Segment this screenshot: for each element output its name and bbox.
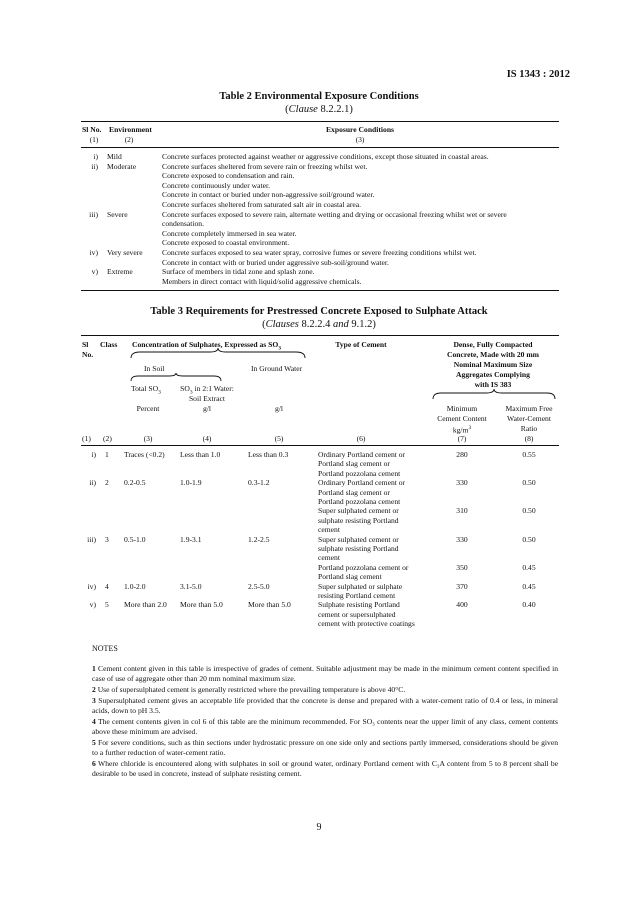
table2-colnum-3: (3) — [355, 135, 365, 144]
table3-cell-min-cement: 280 — [456, 450, 468, 459]
note-item: 6 Where chloride is encountered along with sulphates in soil or ground water, ordinary Portland cement with C₃A content from 5 to 8 percent shall be desirable to be used in concrete, instead of sulphate resisting cement. — [92, 759, 559, 778]
table3-colnum-8: (8) — [524, 434, 534, 443]
brace-concentration — [130, 347, 306, 359]
table3-cell-so3-water: Less than 1.0 — [180, 450, 221, 459]
table3-cell-total-so3: 1.0-2.0 — [124, 581, 146, 591]
table3-cell-class: 1 — [105, 450, 109, 459]
table3-cell-total-so3: 0.2-0.5 — [124, 478, 146, 488]
table3-cell-cement: Portland slag cement or — [318, 487, 390, 497]
table3-cell-cement: Portland pozzolana cement — [318, 497, 401, 506]
table2-header-rule — [81, 147, 559, 148]
table3-cell-wc-ratio: 0.45 — [522, 581, 536, 591]
note-item: 1 Cement content given in this table is irrespective of grades of cement. Suitable adjustment may be made in the minimum cement content specified in case of use of aggregate other than 20 mm nominal maximum size. — [92, 664, 558, 683]
table2-row-condition: Members in direct contact with liquid/solid aggressive chemicals. — [162, 276, 362, 286]
table2-row-number: iv) — [89, 248, 98, 257]
table3-header-concentration: Concentration of Sulphates, Expressed as $SO_3$ — [132, 340, 282, 352]
table3-cell-sl: v) — [89, 600, 96, 610]
table3-header-dense-4: Aggregates Complying — [456, 370, 530, 379]
table2-row-condition: Surface of members in tidal zone and splash zone. — [162, 267, 315, 277]
table3-cell-min-cement: 330 — [456, 534, 468, 544]
table3-cell-sl: ii) — [89, 478, 96, 488]
table3-cell-class: 4 — [105, 581, 109, 591]
table2-row-condition: Concrete continuously under water. — [162, 180, 270, 190]
table3-header-gl-soil: g/l — [202, 404, 212, 413]
table3-colnum-1: (1) — [82, 434, 91, 443]
table3-cell-total-so3: Traces (<0.2) — [124, 450, 165, 459]
table2-row-condition: Concrete exposed to coastal environment. — [162, 238, 290, 248]
table3-cell-min-cement: 350 — [456, 562, 468, 572]
table2-colnum-2: (2) — [124, 135, 134, 144]
table2-row-condition: condensation. — [162, 219, 204, 229]
table3-header-gl-water: g/l — [274, 404, 284, 413]
table3-header-min-2: Cement Content — [437, 414, 487, 423]
table3-header-min-1: Minimum — [446, 404, 478, 413]
table2-row-environment: Severe — [107, 209, 128, 219]
table3-cell-cement: cement with protective coatings — [318, 619, 415, 629]
table3-header-soil-extract: Soil Extract — [188, 394, 226, 403]
table3-cell-wc-ratio: 0.55 — [522, 450, 536, 459]
table2-row-condition: Concrete exposed to condensation and rain. — [162, 171, 295, 181]
table2-title: Table 2 Environmental Exposure Conditions — [219, 91, 419, 102]
table3-cell-cement: sulphate resisting Portland — [318, 544, 399, 553]
table3-cell-wc-ratio: 0.50 — [522, 506, 536, 516]
table3-cell-total-so3: 0.5-1.0 — [124, 534, 146, 544]
table3-header-sl: Sl — [82, 340, 89, 349]
table3-header-class: Class — [100, 340, 118, 349]
table2-row-number: i) — [93, 152, 98, 161]
table3-cell-sl: iv) — [87, 581, 96, 591]
table3-cell-ground-water: Less than 0.3 — [248, 450, 289, 459]
table3-header-wc-2: Water-Cement — [507, 414, 551, 423]
table2-bottom-rule — [81, 290, 559, 291]
table3-header-dense-1: Dense, Fully Compacted — [453, 340, 533, 349]
table3-colnum-7: (7) — [457, 434, 467, 443]
table3-cell-min-cement: 330 — [456, 478, 468, 488]
table3-colnum-3: (3) — [143, 434, 153, 443]
table2-colnum-1: (1) — [89, 135, 99, 144]
table2-row-environment: Mild — [107, 152, 122, 161]
table3-header-percent: Percent — [136, 404, 160, 413]
table3-cell-ground-water: More than 5.0 — [248, 600, 291, 610]
page-number: 9 — [316, 822, 322, 833]
table2-top-rule — [81, 121, 559, 122]
table3-header-wc-1: Maximum Free — [505, 404, 553, 413]
table2-row-environment: Moderate — [107, 161, 137, 171]
table3-colnum-6: (6) — [356, 434, 366, 443]
table3-cell-cement: cement — [318, 525, 340, 535]
table3-header-wc-3: Ratio — [520, 424, 538, 433]
table3-cell-ground-water: 1.2-2.5 — [248, 534, 270, 544]
table3-header-rule — [81, 445, 559, 446]
table2-row-condition: Concrete surfaces exposed to sea water spray, corrosive fumes or severe freezing conditions whilst wet. — [162, 248, 477, 257]
table2-clause: (Clause 8.2.2.1) — [285, 104, 353, 115]
table3-cell-sl: i) — [91, 450, 96, 459]
table2-row-environment: Extreme — [107, 267, 133, 277]
brace-dense — [432, 388, 556, 400]
table3-cell-total-so3: More than 2.0 — [124, 600, 167, 610]
table3-header-dense-2: Concrete, Made with 20 mm — [446, 350, 540, 359]
table3-cell-min-cement: 310 — [456, 506, 468, 516]
table3-colnum-4: (4) — [202, 434, 212, 443]
table2-row-number: iii) — [89, 209, 98, 219]
standard-code: IS 1343 : 2012 — [506, 69, 570, 80]
table3-cell-sl: iii) — [87, 534, 96, 544]
table3-cell-class: 5 — [105, 600, 109, 610]
brace-in-soil — [130, 372, 222, 382]
table3-header-min-3: $kg/m^3$ — [452, 425, 472, 435]
table3-header-total-so3: Total $SO_3$ — [131, 384, 161, 396]
table3-header-in-ground-water: In Ground Water — [251, 364, 303, 373]
table3-cell-cement: Super sulphated cement or — [318, 534, 399, 544]
table2-row-condition: Concrete surfaces sheltered from severe rain or freezing whilst wet. — [162, 161, 368, 171]
table2-row-condition: Concrete surfaces protected against weather or aggressive conditions, except those situated in coastal areas. — [162, 152, 489, 161]
note-item: 2 Use of supersulphated cement is generally restricted where the prevailing temperature is above 40°C. — [92, 685, 406, 694]
table2-row-condition: Concrete completely immersed in sea water. — [162, 228, 297, 238]
table2-row-environment: Very severe — [107, 248, 143, 257]
table3-cell-wc-ratio: 0.40 — [522, 600, 536, 610]
table3-cell-cement: Portland slag cement or — [318, 459, 390, 469]
table3-cell-min-cement: 400 — [456, 600, 468, 610]
table3-cell-cement: Portland pozzolana cement or — [318, 562, 409, 572]
table2-row-number: ii) — [91, 161, 98, 171]
table3-cell-wc-ratio: 0.45 — [522, 562, 536, 572]
table3-cell-cement: resisting Portland cement — [318, 591, 396, 600]
table3-cell-so3-water: 1.9-3.1 — [180, 534, 202, 544]
table3-colnum-2: (2) — [103, 434, 112, 443]
table2-header-exposure: Exposure Conditions — [325, 125, 394, 134]
table3-cell-wc-ratio: 0.50 — [522, 534, 536, 544]
table3-cell-cement: Ordinary Portland cement or — [318, 478, 406, 488]
table3-header-so3-water: $SO_3$ in 2:1 Water: — [180, 384, 234, 396]
table3-cell-cement: sulphate resisting Portland — [318, 515, 399, 525]
table2-header-slno: Sl No. — [82, 125, 102, 134]
table3-cell-so3-water: More than 5.0 — [180, 600, 223, 610]
table3-title: Table 3 Requirements for Prestressed Concrete Exposed to Sulphate Attack — [150, 306, 488, 317]
table3-cell-cement: Ordinary Portland cement or — [318, 450, 406, 459]
table3-cell-ground-water: 2.5-5.0 — [248, 581, 270, 591]
table3-header-in-soil: In Soil — [144, 364, 165, 373]
table2-row-condition: Concrete in contact with or buried under aggressive sub-soil/ground water. — [162, 257, 389, 267]
table3-cell-cement: Sulphate resisting Portland — [318, 600, 400, 610]
table3-cell-cement: cement — [318, 553, 340, 563]
table3-cell-class: 2 — [105, 478, 109, 488]
note-item: 5 For severe conditions, such as thin sections under hydrostatic pressure on one side only and sections partly immersed, considerations should be given to a further reduction of water-cement ratio. — [92, 738, 558, 757]
table2-header-environment: Environment — [109, 125, 152, 134]
table3-cell-cement: Portland pozzolana cement — [318, 468, 401, 478]
table3-cell-ground-water: 0.3-1.2 — [248, 478, 270, 488]
table3-cell-class: 3 — [105, 534, 109, 544]
table2-row-condition: Concrete surfaces sheltered from saturated salt air in coastal area. — [162, 200, 362, 209]
table3-header-no: No. — [82, 350, 94, 359]
table3-cell-so3-water: 1.0-1.9 — [180, 478, 202, 488]
table3-cell-min-cement: 370 — [456, 581, 468, 591]
table3-clause: (Clauses 8.2.2.4 and 9.1.2) — [262, 319, 376, 330]
table3-cell-wc-ratio: 0.50 — [522, 478, 536, 488]
table3-header-dense-3: Nominal Maximum Size — [453, 360, 533, 369]
table3-header-type-of-cement: Type of Cement — [335, 340, 387, 349]
table3-cell-cement: cement or supersulphated — [318, 609, 396, 619]
table2-row-number: v) — [91, 267, 98, 277]
note-item: 3 Supersulphated cement gives an acceptable life provided that the concrete is dense and prepared with a water-cement ratio of 0.4 or less, in mineral acids, down to pH 3.5. — [92, 696, 558, 715]
table3-colnum-5: (5) — [274, 434, 284, 443]
table3-cell-so3-water: 3.1-5.0 — [180, 581, 202, 591]
note-item: 4 The cement contents given in col 6 of this table are the minimum recommended. For SO₃ contents near the upper limit of any class, cement contents above these minimum are advised. — [92, 717, 559, 736]
table2-row-condition: Concrete surfaces exposed to severe rain, alternate wetting and drying or occasional freezing whilst wet or severe — [162, 209, 507, 219]
table3-cell-cement: Portland slag cement — [318, 572, 382, 582]
table3-cell-cement: Super sulphated or sulphate — [318, 581, 403, 591]
table3-cell-cement: Super sulphated cement or — [318, 506, 399, 516]
table3-top-rule — [81, 335, 559, 336]
notes-title: NOTES — [92, 644, 118, 653]
table2-row-condition: Concrete in contact or buried under non-aggressive soil/ground water. — [162, 190, 375, 200]
table3-header-dense-5: with IS 383 — [474, 380, 512, 389]
